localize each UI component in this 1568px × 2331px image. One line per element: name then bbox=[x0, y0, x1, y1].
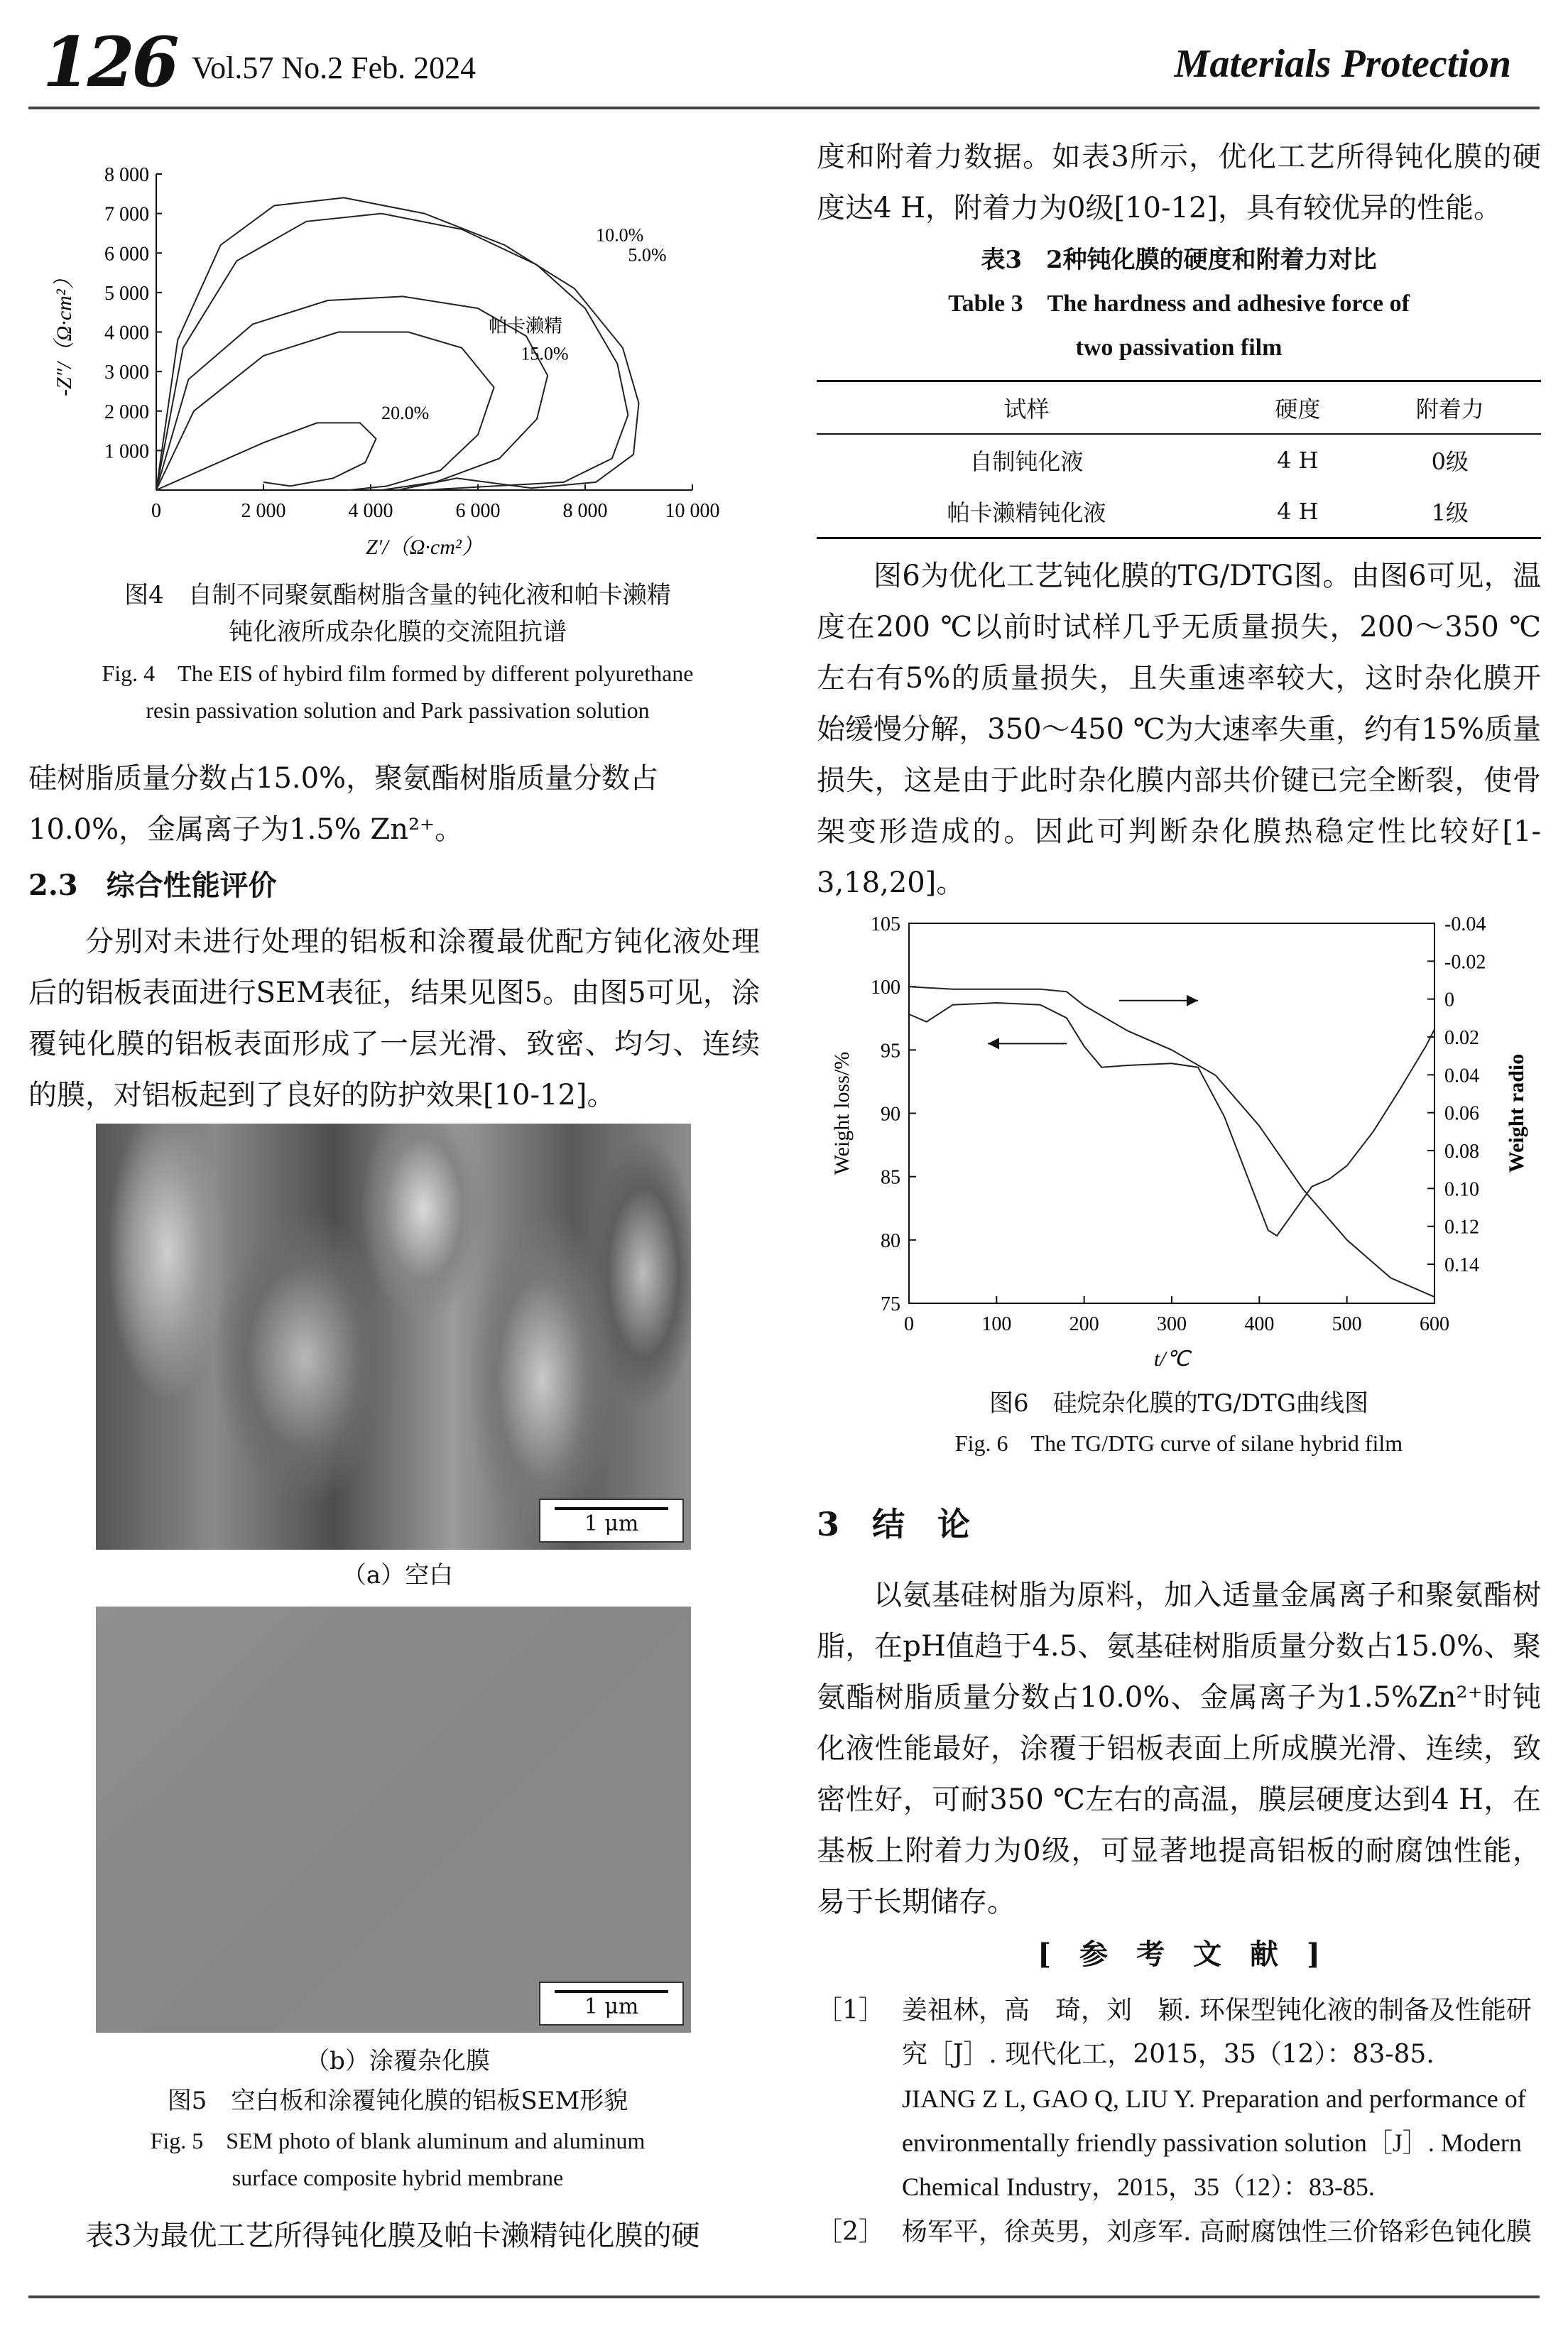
left-para-3: 表3为最优工艺所得钝化膜及帕卡濑精钝化膜的硬 bbox=[85, 2219, 700, 2252]
table-cell: 1级 bbox=[1431, 499, 1469, 526]
fig5-caption-cn: 图5 空白板和涂覆钝化膜的铝板SEM形貌 bbox=[167, 2087, 628, 2115]
fig4-caption-cn bbox=[43, 577, 753, 651]
page-number: 126 bbox=[43, 22, 177, 102]
x-axis-label: Z′/（Ω·cm²） bbox=[366, 536, 483, 559]
dtg-series-line bbox=[909, 1003, 1434, 1236]
eis-series-line bbox=[156, 423, 376, 490]
fig5-sub-a: （a）空白 bbox=[342, 1561, 454, 1590]
left-para-1-line1: 硅树脂质量分数占15.0%，聚氨酯树脂质量分数占 bbox=[28, 762, 659, 795]
x-axis-label: t/℃ bbox=[1153, 1347, 1190, 1371]
y2-tick-label: 0.10 bbox=[1444, 1178, 1479, 1201]
series-label: 20.0% bbox=[381, 402, 430, 423]
volume-issue: Vol.57 No.2 Feb. 2024 bbox=[192, 50, 477, 85]
footer-rule bbox=[28, 2295, 1540, 2298]
y2-tick-label: 0.04 bbox=[1444, 1065, 1479, 1087]
table-row bbox=[817, 486, 1541, 537]
fig5-caption-en-line2: surface composite hybrid membrane bbox=[232, 2165, 564, 2190]
table3-caption-en bbox=[817, 282, 1541, 370]
fig5-caption-en bbox=[43, 2122, 753, 2196]
table3-header-adhesion: 附着力 bbox=[1415, 396, 1484, 423]
scale-bar bbox=[539, 1982, 684, 2026]
left-para-2: 分别对未进行处理的铝板和涂覆最优配方钝化液处理后的铝板表面进行SEM表征，结果见图5。由图5可见，涂覆钝化膜的铝板表面形成了一层光滑、致密、均匀、连续的膜，对铝板起到了良好的防护效果[10-12]。 bbox=[28, 925, 760, 1112]
arrow-left-icon bbox=[988, 1038, 999, 1049]
table3-header-sample: 试样 bbox=[1003, 396, 1050, 423]
table-row bbox=[817, 434, 1541, 486]
y2-tick-label: 0.06 bbox=[1444, 1102, 1479, 1125]
x-tick-label: 0 bbox=[151, 500, 161, 522]
x-tick-label: 600 bbox=[1420, 1313, 1449, 1335]
fig4-caption-en bbox=[43, 655, 753, 729]
table-cell: 帕卡濑精钝化液 bbox=[947, 499, 1106, 526]
y-tick-label: 8 000 bbox=[104, 164, 149, 186]
y-axis-label: -Z″/（Ω·cm²） bbox=[53, 268, 76, 396]
fig4-caption-cn-line2: 钝化液所成杂化膜的交流阻抗谱 bbox=[229, 618, 567, 646]
y2-tick-label: -0.02 bbox=[1444, 951, 1486, 974]
fig5-sub-b: （b）涂覆杂化膜 bbox=[305, 2047, 490, 2075]
table3-caption-en-line2: two passivation film bbox=[1075, 335, 1283, 361]
y-axis-label: Weight loss/% bbox=[830, 1051, 854, 1175]
table3 bbox=[817, 380, 1541, 539]
series-label: 帕卡濑精 bbox=[489, 315, 563, 337]
table-cell: 自制钝化液 bbox=[969, 448, 1084, 475]
x-tick-label: 300 bbox=[1157, 1313, 1187, 1335]
arrow-right-icon bbox=[1187, 995, 1198, 1006]
x-tick-label: 2 000 bbox=[241, 500, 286, 522]
x-tick-label: 10 000 bbox=[665, 500, 720, 522]
y-tick-label: 95 bbox=[881, 1040, 900, 1063]
table-cell: 0级 bbox=[1431, 448, 1469, 475]
y-tick-label: 105 bbox=[871, 913, 900, 935]
references-title: [ 参 考 文 献 ] bbox=[1038, 1938, 1320, 1971]
y-tick-label: 1 000 bbox=[104, 440, 149, 463]
y2-tick-label: 0 bbox=[1444, 989, 1454, 1011]
right-para-2: 图6为优化工艺钝化膜的TG/DTG图。由图6可见，温度在200 ℃以前时试样几乎无质量损失，200～350 ℃左右有5%的质量损失，且失重速率较大，这时杂化膜开始缓慢分解，350～450 ℃为大速率失重，约有15%质量损失，这是由于此时杂化膜内部共价键已完全断裂，使骨架变形造成的。因此可判断杂化膜热稳定性比较好[1-3,18,20]。 bbox=[817, 560, 1541, 899]
y-tick-label: 85 bbox=[881, 1166, 900, 1189]
scale-bar-label: 1 μm bbox=[584, 1511, 639, 1536]
y2-tick-label: 0.08 bbox=[1444, 1141, 1479, 1163]
y2-tick-label: 0.12 bbox=[1444, 1216, 1479, 1239]
y-tick-label: 6 000 bbox=[104, 243, 149, 266]
table3-header-hardness: 硬度 bbox=[1275, 396, 1321, 423]
y2-tick-label: 0.14 bbox=[1444, 1254, 1479, 1276]
scale-bar bbox=[539, 1499, 684, 1543]
y-tick-label: 2 000 bbox=[104, 401, 149, 423]
y-tick-label: 90 bbox=[881, 1103, 900, 1126]
fig6-caption-en: Fig. 6 The TG/DTG curve of silane hybrid film bbox=[954, 1430, 1403, 1456]
y2-axis-label: Weight radio bbox=[1505, 1053, 1528, 1173]
x-tick-label: 6 000 bbox=[455, 500, 501, 522]
reference-1-en: JIANG Z L, GAO Q, LIU Y. Preparation and performance of environmentally friendly passivation solution［J］. Modern Chemical Industry，2015，35（12）：83-85. bbox=[902, 2085, 1526, 2201]
fig6-caption-cn: 图6 硅烷杂化膜的TG/DTG曲线图 bbox=[989, 1389, 1369, 1418]
x-tick-label: 4 000 bbox=[348, 500, 393, 522]
table3-caption-cn: 表3 2种钝化膜的硬度和附着力对比 bbox=[981, 246, 1377, 274]
journal-title: Materials Protection bbox=[1174, 42, 1511, 86]
table-cell: 4 H bbox=[1277, 498, 1319, 525]
right-para-1: 度和附着力数据。如表3所示，优化工艺所得钝化膜的硬度达4 H，附着力为0级[10-12]，具有较优异的性能。 bbox=[817, 141, 1541, 224]
reference-2-number: ［2］ bbox=[817, 2217, 884, 2246]
series-label: 10.0% bbox=[596, 224, 644, 246]
series-label: 5.0% bbox=[628, 244, 667, 266]
section-2-3-heading: 2.3 综合性能评价 bbox=[28, 869, 277, 902]
y-tick-label: 100 bbox=[871, 977, 900, 999]
sem-image-coated bbox=[96, 1607, 691, 2033]
fig5-caption-en-line1: Fig. 5 SEM photo of blank aluminum and aluminum bbox=[150, 2128, 646, 2153]
y-tick-label: 5 000 bbox=[104, 282, 149, 305]
x-tick-label: 0 bbox=[904, 1313, 914, 1335]
x-tick-label: 8 000 bbox=[562, 500, 608, 522]
fig6-tg-dtg-chart bbox=[824, 909, 1534, 1378]
x-tick-label: 100 bbox=[981, 1313, 1012, 1335]
scale-bar-label: 1 μm bbox=[584, 1994, 639, 2019]
right-para-3: 以氨基硅树脂为原料，加入适量金属离子和聚氨酯树脂，在pH值趋于4.5、氨基硅树脂质量分数占15.0%、聚氨酯树脂质量分数占10.0%、金属离子为1.5%Zn²⁺时钝化液性能最好，涂覆于铝板表面上所成膜光滑、连续，致密性好，可耐350 ℃左右的高温，膜层硬度达到4 H，在基板上附着力为0级，可显著地提高铝板的耐腐蚀性能，易于长期储存。 bbox=[817, 1579, 1541, 1918]
sem-image-blank bbox=[96, 1124, 691, 1550]
section-3-heading: 3 结 论 bbox=[817, 1505, 971, 1543]
reference-1-cn: 姜祖林，高 琦，刘 颖. 环保型钝化液的制备及性能研究［J］. 现代化工，2015，35（12）：83-85. bbox=[902, 1996, 1532, 2069]
y-tick-label: 7 000 bbox=[104, 203, 149, 226]
fig4-eis-chart bbox=[43, 156, 753, 568]
table3-caption-en-line1: Table 3 The hardness and adhesive force of bbox=[948, 290, 1410, 317]
reference-2-cn: 杨军平，徐英男，刘彦军. 高耐腐蚀性三价铬彩色钝化膜 bbox=[902, 2217, 1532, 2246]
y-tick-label: 3 000 bbox=[104, 362, 149, 384]
reference-1-number: ［1］ bbox=[817, 1996, 884, 2025]
y-tick-label: 75 bbox=[881, 1293, 900, 1315]
y-tick-label: 80 bbox=[881, 1229, 900, 1252]
x-tick-label: 500 bbox=[1332, 1313, 1362, 1335]
x-tick-label: 200 bbox=[1069, 1313, 1099, 1335]
y-tick-label: 4 000 bbox=[104, 322, 149, 344]
fig4-caption-cn-line1: 图4 自制不同聚氨酯树脂含量的钝化液和帕卡濑精 bbox=[124, 581, 671, 609]
tg-series-line bbox=[909, 987, 1434, 1297]
left-para-1-line2: 10.0%，金属离子为1.5% Zn²⁺。 bbox=[28, 813, 464, 846]
y2-tick-label: 0.02 bbox=[1444, 1027, 1479, 1049]
series-label: 15.0% bbox=[521, 343, 569, 364]
table3-header-row bbox=[817, 382, 1541, 434]
left-para-1 bbox=[28, 753, 760, 855]
fig4-caption-en-line1: Fig. 4 The EIS of hybird film formed by different polyurethane bbox=[102, 661, 694, 686]
x-tick-label: 400 bbox=[1244, 1313, 1275, 1335]
y2-tick-label: -0.04 bbox=[1444, 913, 1486, 935]
plot-frame bbox=[909, 923, 1434, 1303]
header-rule bbox=[28, 107, 1540, 109]
eis-series-line bbox=[156, 332, 494, 491]
table-cell: 4 H bbox=[1277, 447, 1319, 474]
fig4-caption-en-line2: resin passivation solution and Park passivation solution bbox=[146, 697, 650, 723]
